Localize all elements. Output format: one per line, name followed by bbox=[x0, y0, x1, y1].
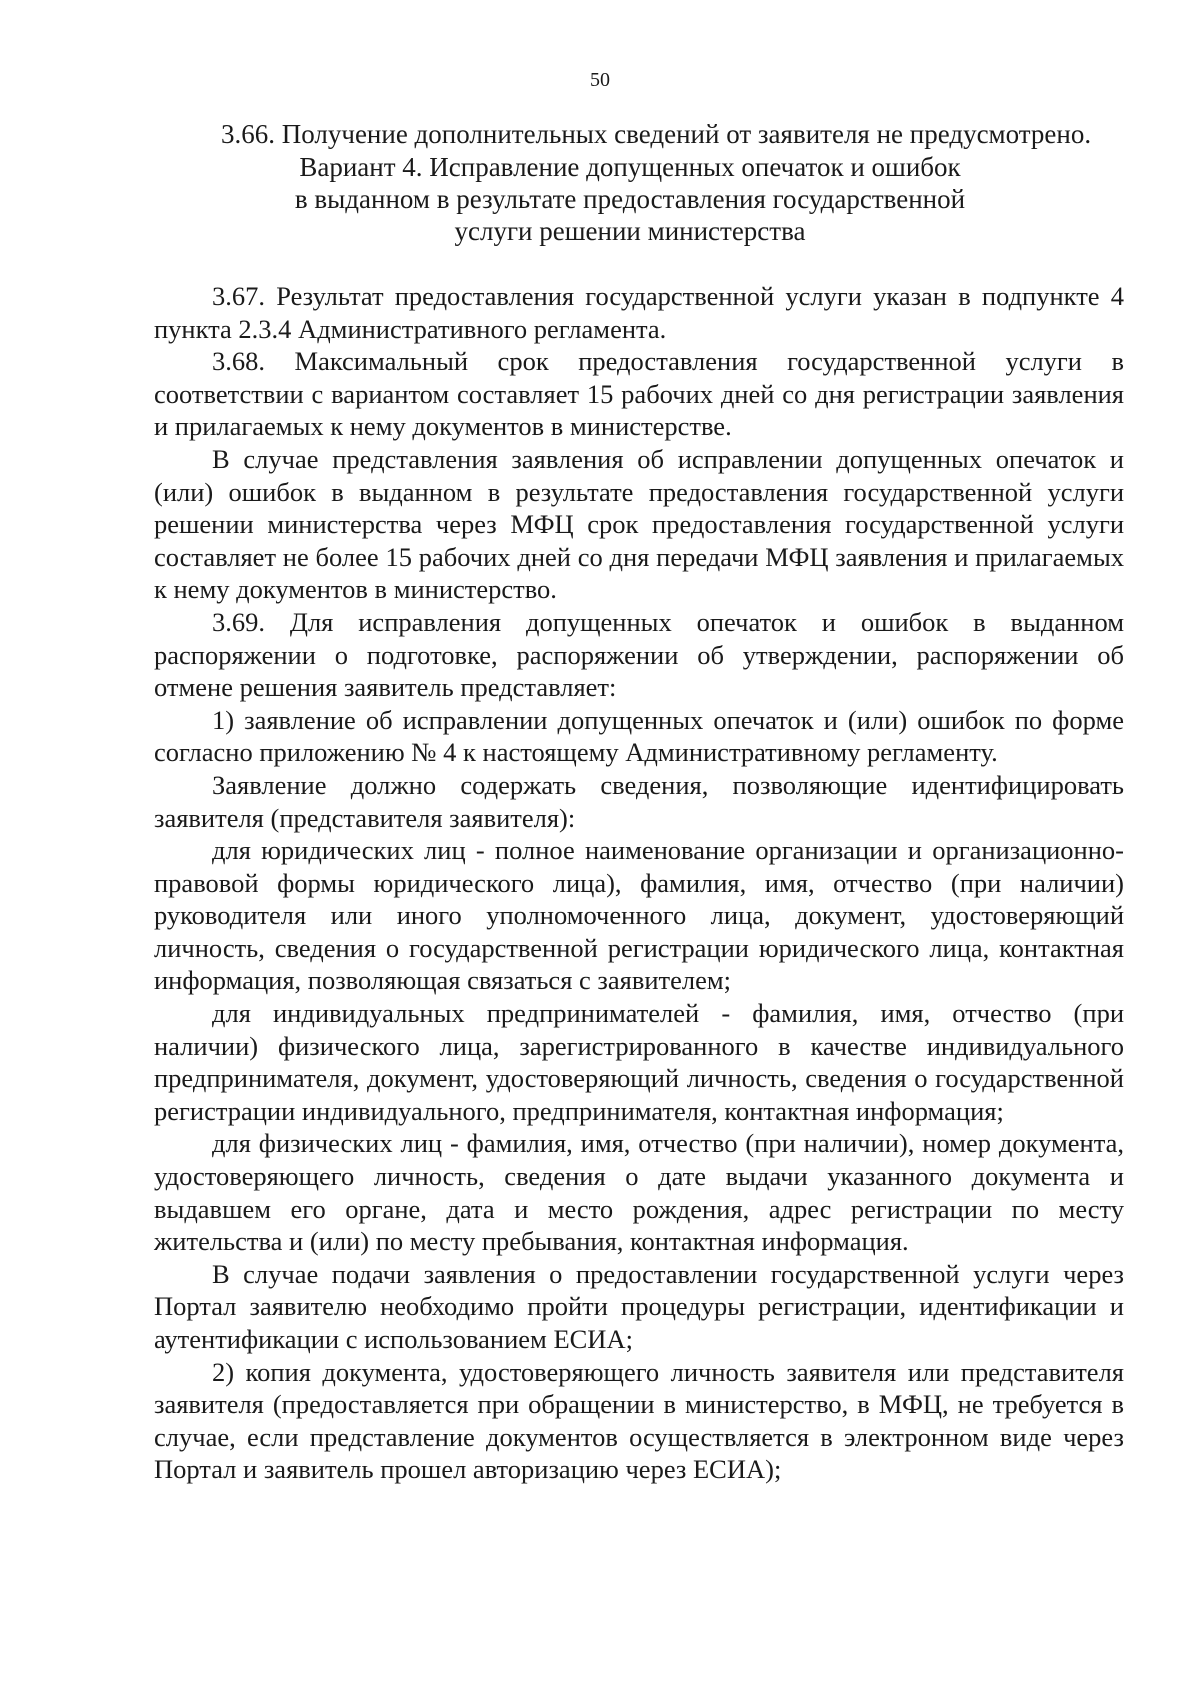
section-heading bbox=[180, 151, 1080, 247]
section-heading-line-1: Вариант 4. Исправление допущенных опечаток и ошибок bbox=[299, 152, 961, 182]
body-text bbox=[154, 280, 1124, 1486]
paragraph-individuals: для физических лиц - фамилия, имя, отчество (при наличии), номер документа, удостоверяющего личность, сведения о дате выдачи указанного документа и выдавшем его органе, дата и место рождения, адрес регистрации по месту жительства и (или) по месту пребывания, контактная информация. bbox=[154, 1128, 1124, 1257]
paragraph-mfc-term: В случае представления заявления об исправлении допущенных опечаток и (или) ошибок в выданном в результате предоставления государственной услуги решении министерства через МФЦ срок предоставления государственной услуги составляет не более 15 рабочих дней со дня передачи МФЦ заявления и прилагаемых к нему документов в министерство. bbox=[154, 443, 1124, 605]
paragraph-application-content: Заявление должно содержать сведения, позволяющие идентифицировать заявителя (представителя заявителя): bbox=[154, 769, 1124, 833]
paragraph-portal: В случае подачи заявления о предоставлении государственной услуги через Портал заявителю необходимо пройти процедуры регистрации, идентификации и аутентификации с использованием ЕСИА; bbox=[154, 1258, 1124, 1354]
paragraph-entrepreneurs: для индивидуальных предпринимателей - фамилия, имя, отчество (при наличии) физического лица, зарегистрированного в качестве индивидуального предпринимателя, документ, удостоверяющий личность, сведения о государственной регистрации индивидуального, предпринимателя, контактная информация; bbox=[154, 998, 1124, 1126]
section-heading-line-2: в выданном в результате предоставления государственной bbox=[294, 184, 966, 214]
paragraph-legal-entities: для юридических лиц - полное наименование организации и организационно-правовой формы юридического лица), фамилия, имя, отчество (при наличии) руководителя или иного уполномоченного лица, документ, удостоверяющий личность, сведения о государственной регистрации юридического лица, контактная информация, позволяющая связаться с заявителем; bbox=[154, 835, 1124, 996]
page-number: 50 bbox=[590, 69, 610, 91]
section-heading-line-3: услуги решении министерства bbox=[454, 216, 806, 246]
paragraph-3-68: 3.68. Максимальный срок предоставления государственной услуги в соответствии с вариантом составляет 15 рабочих дней со дня регистрации заявления и прилагаемых к нему документов в министерстве. bbox=[154, 346, 1124, 442]
paragraph-3-66: 3.66. Получение дополнительных сведений от заявителя не предусмотрено. bbox=[221, 119, 1092, 149]
paragraph-3-69: 3.69. Для исправления допущенных опечаток и ошибок в выданном распоряжении о подготовке, распоряжении об утверждении, распоряжении об отмене решения заявитель представляет: bbox=[154, 606, 1124, 703]
paragraph-3-67: 3.67. Результат предоставления государственной услуги указан в подпункте 4 пункта 2.3.4 Административного регламента. bbox=[154, 281, 1124, 344]
list-item-2: 2) копия документа, удостоверяющего личность заявителя или представителя заявителя (предоставляется при обращении в министерство, в МФЦ, не требуется в случае, если представление документов осуществляется в электронном виде через Портал и заявитель прошел авторизацию через ЕСИА); bbox=[154, 1356, 1124, 1485]
list-item-1: 1) заявление об исправлении допущенных опечаток и (или) ошибок по форме согласно приложению № 4 к настоящему Административному регламенту. bbox=[154, 704, 1124, 768]
